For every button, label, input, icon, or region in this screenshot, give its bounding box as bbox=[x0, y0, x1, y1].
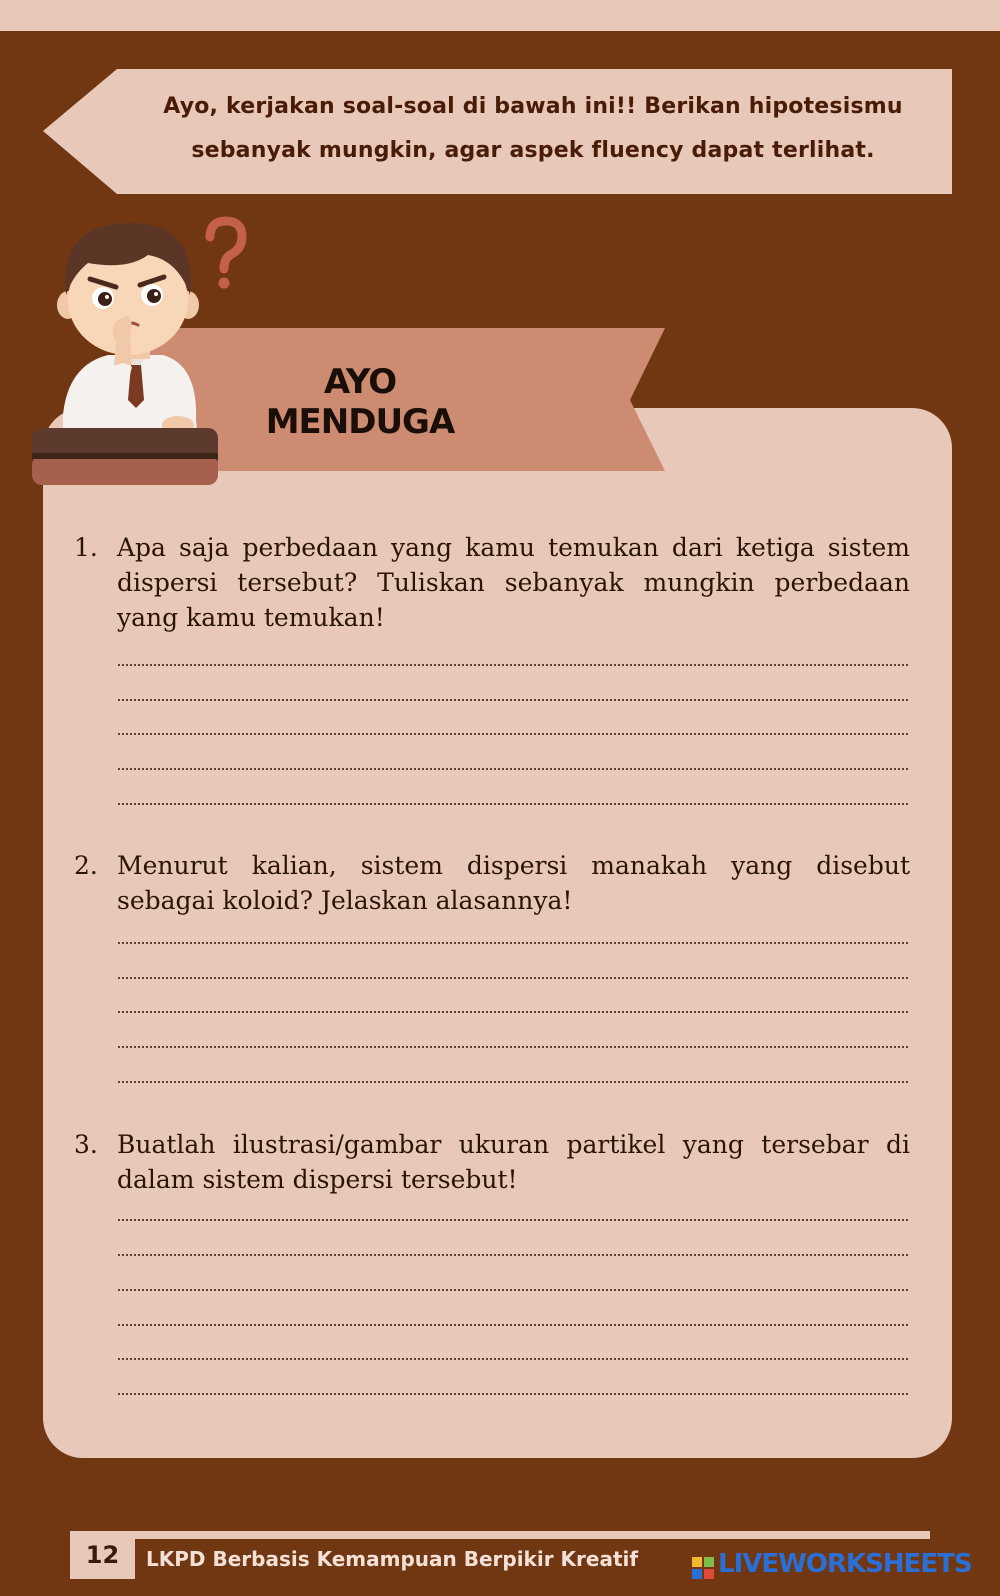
answer-line[interactable] bbox=[117, 1358, 910, 1360]
answer-line[interactable] bbox=[117, 1081, 910, 1083]
banner-line-1: Ayo, kerjakan soal-soal di bawah ini!! Berikan hipotesismu bbox=[163, 94, 903, 119]
answer-line[interactable] bbox=[117, 1254, 910, 1256]
question-text: Buatlah ilustrasi/gambar ukuran partikel yang tersebar di dalam sistem dispersi tersebut! bbox=[117, 1130, 910, 1194]
footer-rule bbox=[70, 1531, 930, 1539]
thinking-student-illustration bbox=[28, 215, 258, 505]
answer-line[interactable] bbox=[117, 1324, 910, 1326]
question-number: 3. bbox=[74, 1130, 98, 1159]
answer-line[interactable] bbox=[117, 803, 910, 805]
banner-line-2: sebanyak mungkin, agar aspek fluency dapat terlihat. bbox=[191, 138, 875, 163]
answer-line[interactable] bbox=[117, 699, 910, 701]
answer-line[interactable] bbox=[117, 1011, 910, 1013]
instruction-banner bbox=[43, 69, 952, 194]
page-number: 12 bbox=[70, 1531, 135, 1579]
question-number: 1. bbox=[74, 533, 98, 562]
answer-line[interactable] bbox=[117, 733, 910, 735]
answer-line[interactable] bbox=[117, 1289, 910, 1291]
question-text: Apa saja perbedaan yang kamu temukan dari ketiga sistem dispersi tersebut? Tuliskan sebanyak mungkin perbedaan yang kamu temukan! bbox=[117, 533, 910, 632]
answer-line[interactable] bbox=[117, 664, 910, 666]
question-3 bbox=[74, 1127, 910, 1197]
question-number: 2. bbox=[74, 851, 98, 880]
answer-line[interactable] bbox=[117, 977, 910, 979]
question-1 bbox=[74, 530, 910, 635]
answer-line[interactable] bbox=[117, 1393, 910, 1395]
banner-text bbox=[123, 85, 943, 173]
top-band bbox=[0, 0, 1000, 31]
answer-line[interactable] bbox=[117, 768, 910, 770]
section-title: AYO MENDUGA bbox=[265, 362, 455, 442]
footer-title: LKPD Berbasis Kemampuan Berpikir Kreatif bbox=[146, 1547, 639, 1571]
answer-line[interactable] bbox=[117, 1219, 910, 1221]
answer-line[interactable] bbox=[117, 942, 910, 944]
question-text: Menurut kalian, sistem dispersi manakah yang disebut sebagai koloid? Jelaskan alasannya! bbox=[117, 851, 910, 915]
question-mark-icon bbox=[210, 221, 242, 289]
watermark-text[interactable]: LIVEWORKSHEETS bbox=[718, 1549, 972, 1579]
liveworksheets-logo-icon bbox=[692, 1557, 714, 1579]
answer-line[interactable] bbox=[117, 1046, 910, 1048]
question-2 bbox=[74, 848, 910, 918]
